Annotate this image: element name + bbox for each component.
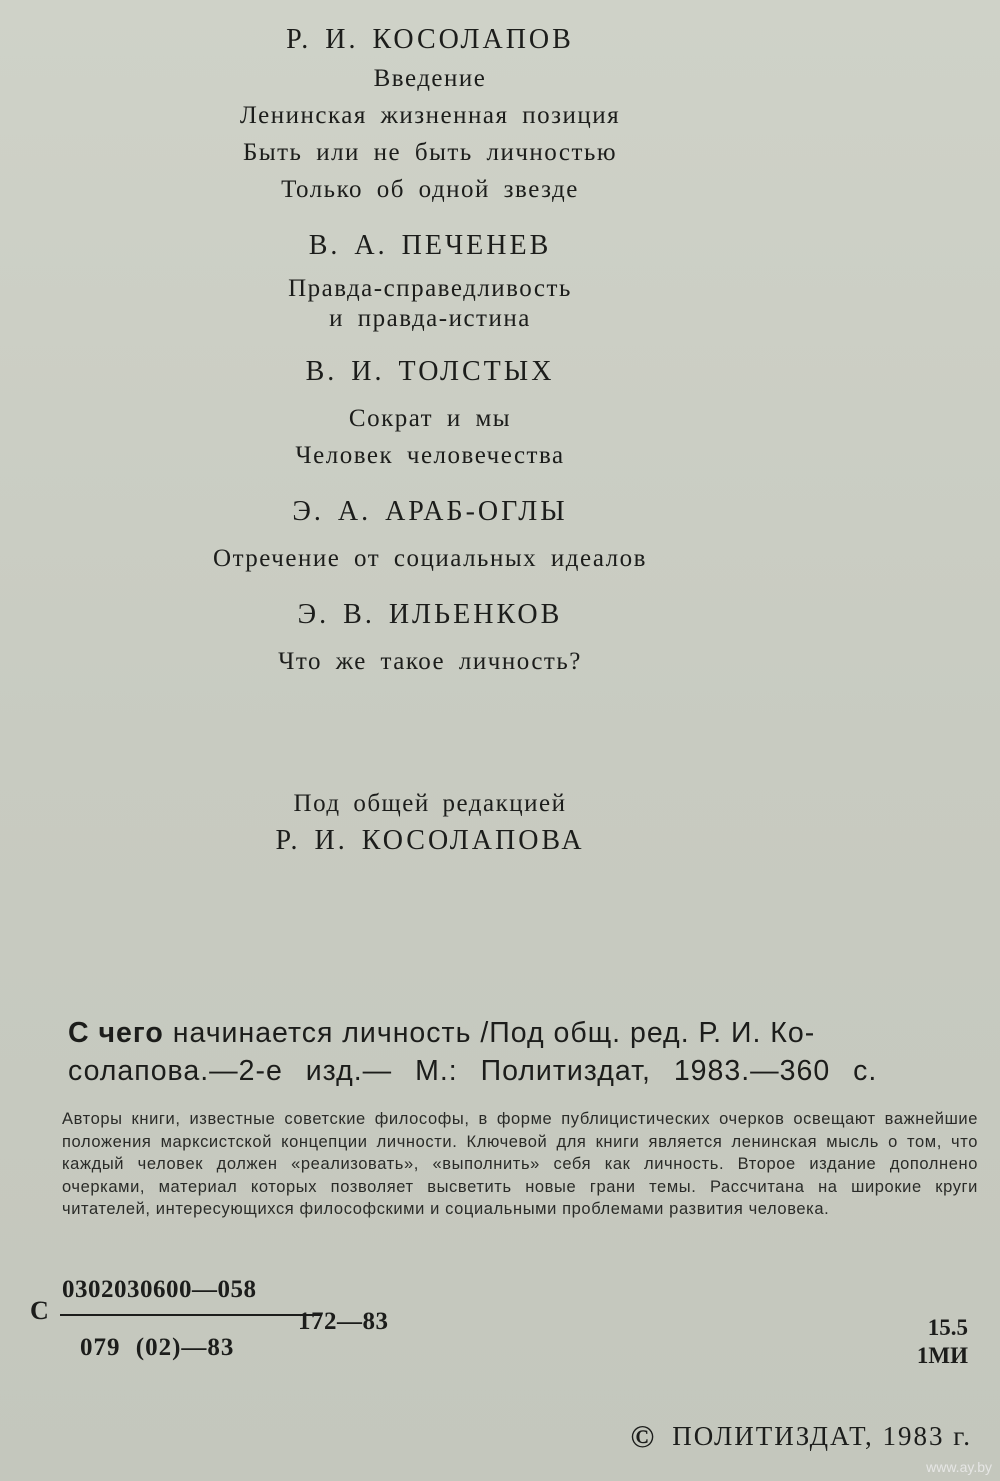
bibliographic-imprint-line: солапова.—2-е изд.— М.: Политиздат, 1983.—360 с. — [68, 1055, 878, 1087]
book-annotation: Авторы книги, известные советские философы, в форме публицистических очерков освещают важнейшие положения марксистской концепции личности. Ключевой для книги является ленинская мысль о том, что каждый человек должен «реализовать», «выполнить» себя как личность. Второе издание дополнено очерками, материал которых позволяет высветить новые грани темы. Рассчитана на широкие круги читателей, интересующихся философскими и социальными проблемами развития человека. — [62, 1110, 978, 1218]
author-name: Э. В. ИЛЬЕНКОВ — [297, 599, 563, 630]
essay-title: Ленинская жизненная позиция — [239, 102, 621, 129]
bibliographic-title-rest: начинается личность /Под общ. ред. Р. И. Ко- — [172, 1017, 816, 1049]
catalog-code-denominator: 079 (02)—83 — [80, 1334, 235, 1361]
author-name: Э. А. АРАБ-ОГЛЫ — [292, 496, 568, 527]
essay-title: Человек человечества — [295, 442, 565, 469]
catalog-code-letter: С — [30, 1296, 49, 1325]
editor-name: Р. И. КОСОЛАПОВА — [275, 825, 585, 856]
essay-title: Что же такое личность? — [278, 648, 582, 675]
editor-credit — [0, 786, 860, 860]
essay-title: Сократ и мы — [348, 405, 512, 432]
catalog-code — [30, 1272, 430, 1392]
contents-section — [0, 492, 860, 577]
editor-caption: Под общей редакцией — [293, 790, 567, 817]
copyright-text: ПОЛИТИЗДАТ, 1983 г. — [672, 1421, 972, 1451]
watermark: www.ay.by — [926, 1459, 992, 1475]
bibliographic-entry — [68, 1014, 973, 1090]
essay-title: Быть или не быть личностью — [242, 139, 618, 166]
copyright-icon: © — [630, 1418, 657, 1454]
catalog-code-right: 172—83 — [298, 1308, 389, 1335]
catalog-code-rule — [60, 1314, 322, 1316]
essay-title: Правда-справедливость — [288, 275, 572, 302]
author-name: Р. И. КОСОЛАПОВ — [286, 24, 574, 55]
essay-title: Отречение от социальных идеалов — [213, 545, 647, 572]
author-name: В. А. ПЕЧЕНЕВ — [308, 230, 552, 261]
contents-section — [0, 352, 860, 474]
print-index — [917, 1314, 968, 1370]
print-index-line1: 15.5 — [927, 1315, 968, 1340]
table-of-contents — [0, 20, 860, 680]
copyright-notice — [630, 1418, 972, 1455]
essay-title: Только об одной звезде — [281, 176, 579, 203]
author-name: В. И. ТОЛСТЫХ — [305, 356, 555, 387]
contents-section — [0, 20, 860, 208]
essay-title: и правда-истина — [329, 305, 531, 332]
print-index-line2: 1МИ — [916, 1343, 968, 1368]
bibliographic-title-line — [68, 1014, 973, 1052]
bibliographic-title-bold: С чего — [68, 1017, 164, 1049]
contents-section — [0, 595, 860, 680]
essay-title: Введение — [373, 65, 487, 92]
contents-section — [0, 226, 860, 334]
catalog-code-numerator: 0302030600—058 — [62, 1276, 257, 1303]
